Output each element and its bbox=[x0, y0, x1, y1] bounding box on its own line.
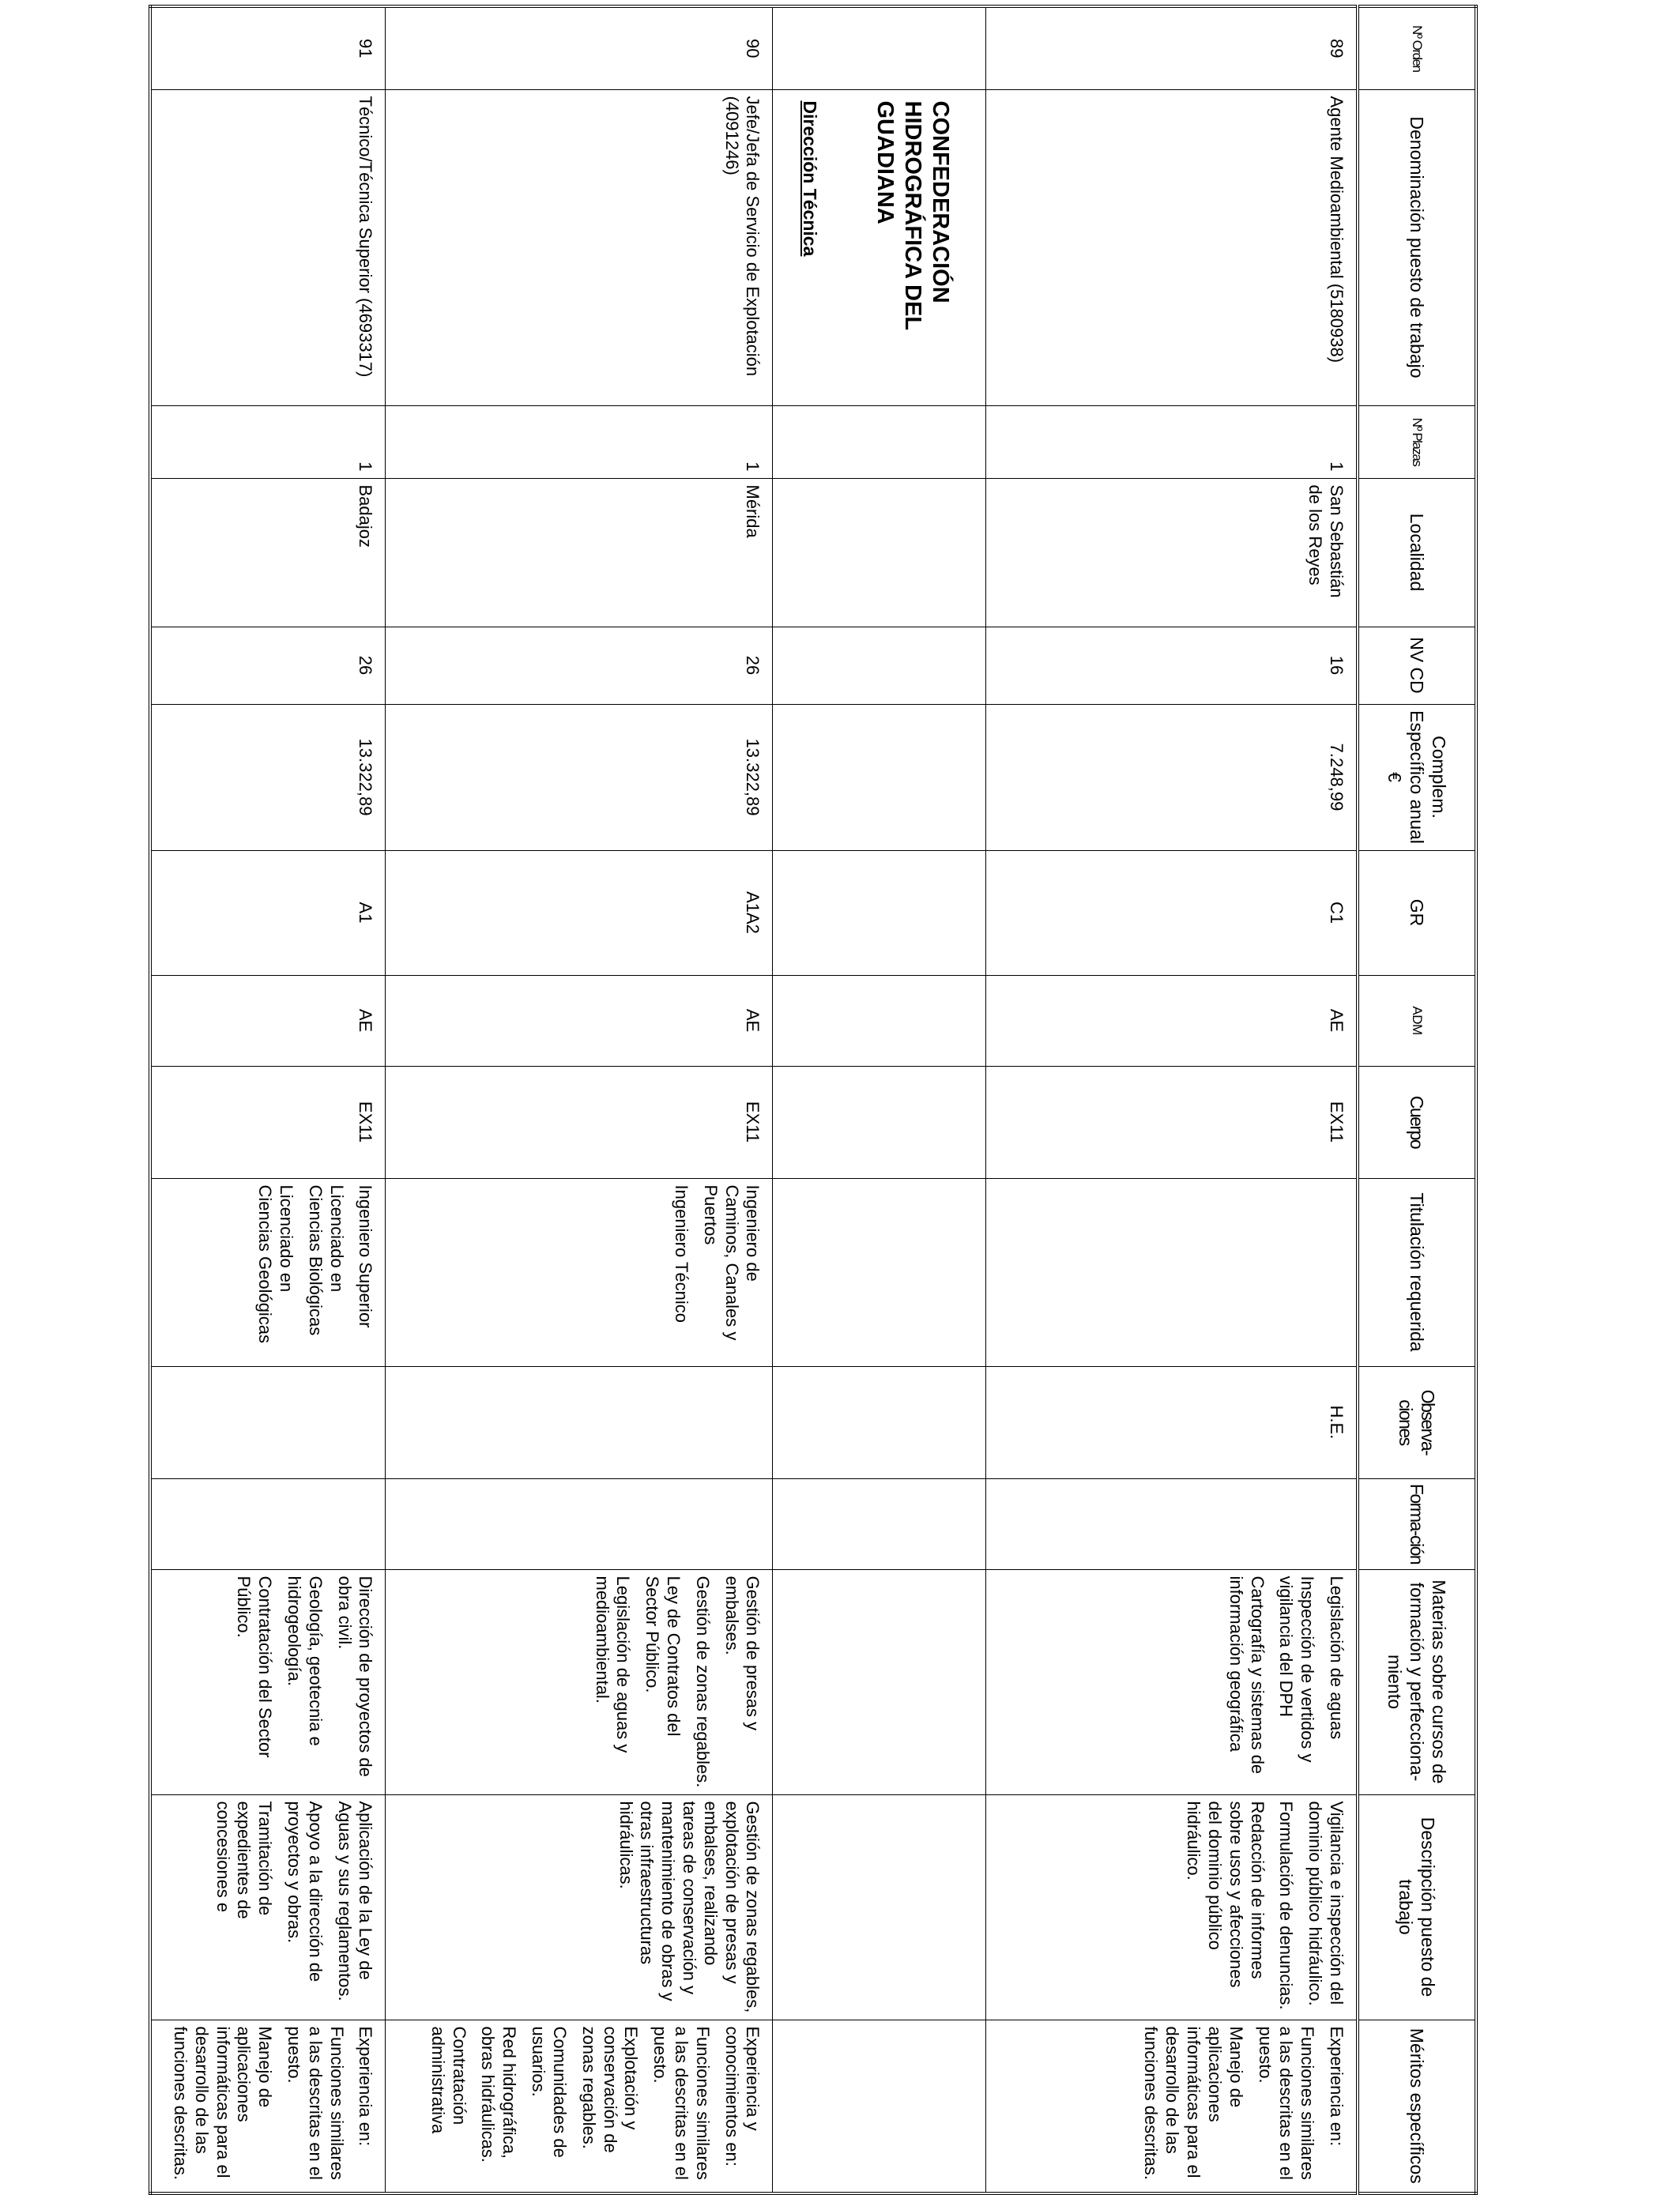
list-item: Gestión de presas y embalses. bbox=[721, 1576, 763, 1731]
list-item: Comunidades de usuarios. bbox=[529, 2026, 570, 2158]
cell-nivel: 26 bbox=[150, 627, 386, 704]
cell-grupo: A1 bbox=[150, 850, 386, 975]
cell-adm: AE bbox=[386, 975, 773, 1066]
header-complemento: Complem. Específico anual € bbox=[1358, 704, 1476, 850]
list-item: Experiencia en: bbox=[356, 2026, 376, 2147]
job-positions-table bbox=[149, 5, 1478, 2195]
list-item: Gestión de zonas regables, explotación de presas y embalses, realizando tareas de conservación y mantenimiento de obras y otras infraestructuras hidráulicas. bbox=[616, 1801, 763, 2013]
list-item: Manejo de aplicaciones informáticas para el desarrollo de las funciones descritas. bbox=[170, 2026, 276, 2180]
cell-denominacion: Técnico/Técnica Superior (4693317) bbox=[150, 89, 386, 405]
cell-formacion bbox=[986, 1478, 1358, 1569]
header-localidad: Localidad bbox=[1358, 478, 1476, 627]
cell-titulacion bbox=[386, 1178, 773, 1366]
cell-plazas: 1 bbox=[986, 405, 1358, 478]
header-denominacion: Denominación puesto de trabajo bbox=[1358, 89, 1476, 405]
cell-meritos bbox=[986, 2020, 1358, 2193]
table-row bbox=[150, 6, 386, 2193]
cell-localidad: San Sebastián de los Reyes bbox=[986, 478, 1358, 627]
header-descripcion: Descripción puesto de trabajo bbox=[1358, 1794, 1476, 2020]
section-heading bbox=[773, 89, 986, 405]
header-titulacion: Titulación requerida bbox=[1358, 1178, 1476, 1366]
section-title: CONFEDERACIÓN HIDROGRÁFICA DEL GUADIANA bbox=[872, 100, 953, 330]
header-orden: Nº Orden bbox=[1358, 6, 1476, 89]
list-item: Cartografía y sistemas de información geográfica bbox=[1226, 1576, 1268, 1775]
header-grupo: GR bbox=[1358, 850, 1476, 975]
list-item: Contratación del Sector Público. bbox=[234, 1576, 276, 1758]
list-item: Ingeniero de Caminos, Canales y Puertos bbox=[700, 1184, 763, 1341]
header-materias: Materias sobre cursos de formación y perfecciona-miento bbox=[1358, 1569, 1476, 1794]
list-item: Inspección de vertidos y vigilancia del DPH bbox=[1276, 1576, 1318, 1763]
list-item: Ley de Contratos del Sector Público. bbox=[642, 1576, 684, 1737]
cell-observaciones: H.E. bbox=[986, 1366, 1358, 1478]
cell-adm: AE bbox=[986, 975, 1358, 1066]
cell-descripcion bbox=[986, 1794, 1358, 2020]
cell-grupo: A1A2 bbox=[386, 850, 773, 975]
list-item: Funciones similares a las descritas en el puesto. bbox=[1255, 2026, 1318, 2180]
list-item: Legislación de aguas y medioambiental. bbox=[592, 1576, 634, 1753]
header-meritos: Méritos específicos bbox=[1358, 2020, 1476, 2193]
section-row bbox=[773, 6, 986, 2193]
cell-grupo: C1 bbox=[986, 850, 1358, 975]
list-item: Aplicación de la Ley de Aguas y sus reglamentos. bbox=[334, 1801, 376, 2001]
header-formacion: Forma-ción bbox=[1358, 1478, 1476, 1569]
list-item: Formulación de denuncias. bbox=[1276, 1801, 1297, 2010]
cell-orden: 91 bbox=[150, 6, 386, 89]
list-item: Legislación de aguas bbox=[1327, 1576, 1347, 1740]
cell-localidad: Badajoz bbox=[150, 478, 386, 627]
list-item: Vigilancia e inspección del dominio público hidráulico. bbox=[1305, 1801, 1347, 2006]
list-item: Gestión de zonas regables. bbox=[692, 1576, 713, 1788]
cell-complemento: 13.322,89 bbox=[386, 704, 773, 850]
cell-denominacion: Agente Medioambiental (5180938) bbox=[986, 89, 1358, 405]
cell-cuerpo: EX11 bbox=[150, 1066, 386, 1178]
list-item: Funciones similares a las descritas en el puesto. bbox=[650, 2026, 713, 2180]
cell-titulacion bbox=[986, 1178, 1358, 1366]
list-item: Licenciado en Ciencias Biológicas bbox=[305, 1184, 347, 1336]
list-item: Ingeniero Superior bbox=[356, 1184, 376, 1328]
cell-descripcion bbox=[150, 1794, 386, 2020]
cell-materias bbox=[386, 1569, 773, 1794]
list-item: Experiencia y conocimientos en: bbox=[721, 2026, 763, 2167]
cell-nivel: 16 bbox=[986, 627, 1358, 704]
cell-materias bbox=[150, 1569, 386, 1794]
list-item: Experiencia en: bbox=[1327, 2026, 1347, 2147]
cell-plazas: 1 bbox=[386, 405, 773, 478]
cell-complemento: 7.248,99 bbox=[986, 704, 1358, 850]
list-item: Red hidrográfica, obras hidráulicas. bbox=[478, 2026, 520, 2163]
cell-descripcion bbox=[386, 1794, 773, 2020]
header-plazas: Nº Plazas bbox=[1358, 405, 1476, 478]
header-adm: ADM bbox=[1358, 975, 1476, 1066]
cell-complemento: 13.322,89 bbox=[150, 704, 386, 850]
cell-materias bbox=[986, 1569, 1358, 1794]
cell-observaciones bbox=[150, 1366, 386, 1478]
cell-orden: 89 bbox=[986, 6, 1358, 89]
list-item: Ingeniero Técnico bbox=[672, 1184, 692, 1323]
cell-nivel: 26 bbox=[386, 627, 773, 704]
cell-titulacion bbox=[150, 1178, 386, 1366]
list-item: Contratación administrativa bbox=[428, 2026, 469, 2134]
cell-formacion bbox=[150, 1478, 386, 1569]
list-item: Apoyo a la dirección de proyectos y obras. bbox=[284, 1801, 326, 1982]
list-item: Dirección de proyectos de obra civil. bbox=[334, 1576, 376, 1777]
cell-meritos bbox=[150, 2020, 386, 2193]
list-item: Tramitación de expedientes de concesiones e bbox=[213, 1801, 276, 1919]
list-item: Explotación y conservación de zonas regables. bbox=[578, 2026, 642, 2153]
table-row bbox=[386, 6, 773, 2193]
list-item: Geología, geotecnia e hidrogeología. bbox=[284, 1576, 326, 1746]
section-orden bbox=[773, 6, 986, 89]
cell-plazas: 1 bbox=[150, 405, 386, 478]
rotated-page bbox=[170, 0, 1482, 2193]
header-observaciones: Observa-ciones bbox=[1358, 1366, 1476, 1478]
list-item: Redacción de informes sobre usos y afecciones del dominio público hidráulico. bbox=[1184, 1801, 1268, 1988]
cell-orden: 90 bbox=[386, 6, 773, 89]
cell-meritos bbox=[386, 2020, 773, 2193]
table-row bbox=[986, 6, 1358, 2193]
cell-cuerpo: EX11 bbox=[386, 1066, 773, 1178]
cell-observaciones bbox=[386, 1366, 773, 1478]
header-nivel: NV CD bbox=[1358, 627, 1476, 704]
list-item: Manejo de aplicaciones informáticas para el desarrollo de las funciones descritas. bbox=[1141, 2026, 1246, 2180]
cell-formacion bbox=[386, 1478, 773, 1569]
cell-denominacion: Jefe/Jefa de Servicio de Explotación (4091246) bbox=[386, 89, 773, 405]
header-cuerpo: Cuerpo bbox=[1358, 1066, 1476, 1178]
cell-adm: AE bbox=[150, 975, 386, 1066]
list-item: Licenciado en Ciencias Geológicas bbox=[255, 1184, 297, 1344]
cell-cuerpo: EX11 bbox=[986, 1066, 1358, 1178]
list-item: Funciones similares a las descritas en el puesto. bbox=[284, 2026, 347, 2180]
section-subtitle: Dirección Técnica bbox=[799, 100, 820, 257]
header-row bbox=[1358, 6, 1476, 2193]
cell-localidad: Mérida bbox=[386, 478, 773, 627]
